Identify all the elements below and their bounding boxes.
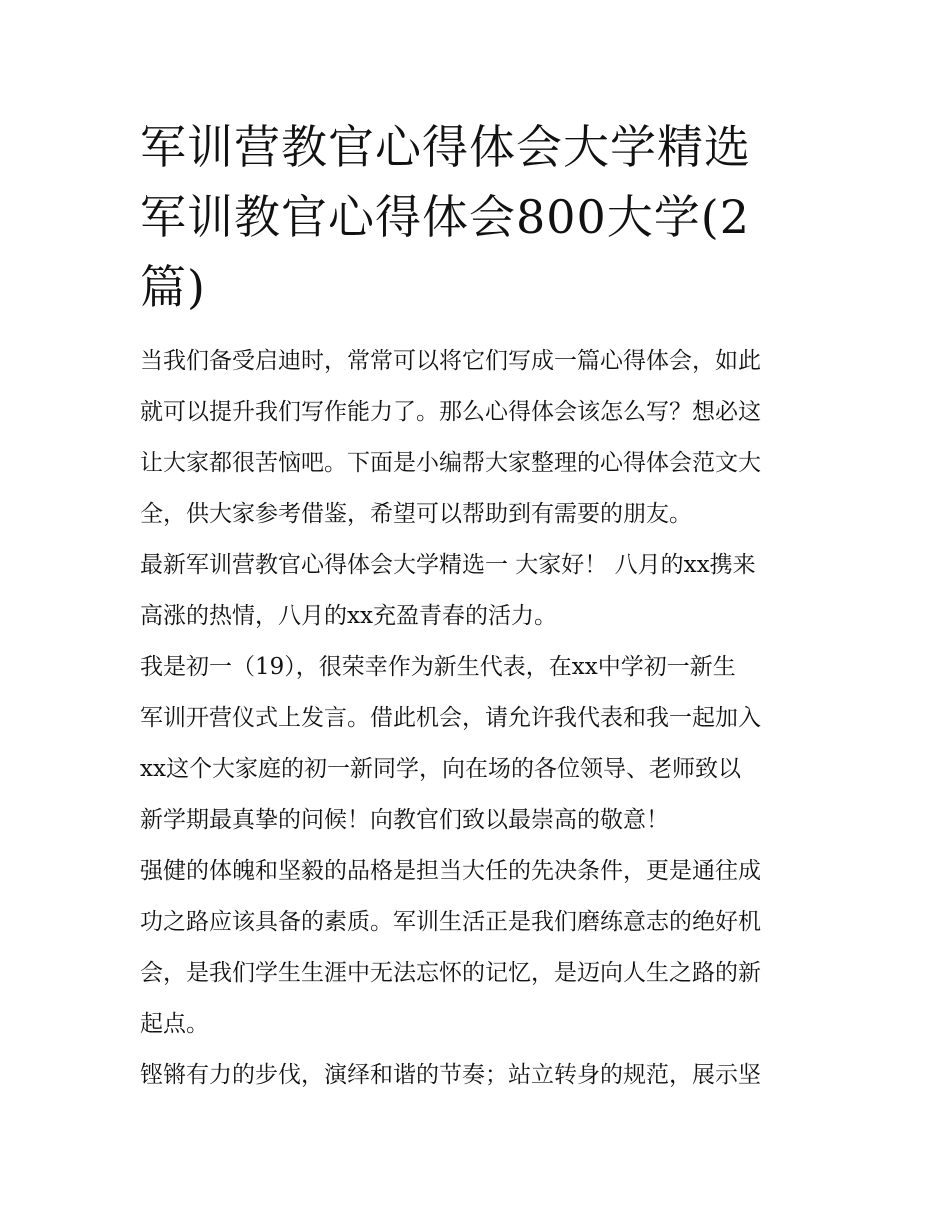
text-line: 会，是我们学生生涯中无法忘怀的记忆，是迈向人生之路的新 [140,960,761,986]
paragraph-physique [140,846,812,1050]
text-line: 军训开营仪式上发言。借此机会，请允许我代表和我一起加入 [140,705,761,731]
text-line: 最新军训营教官心得体会大学精选一 大家好！ 八月的xx携来 [140,552,756,578]
text-line: 强健的体魄和坚毅的品格是担当大任的先决条件，更是通往成 [140,858,761,884]
paragraph-steps [140,1050,812,1101]
document-title [140,112,812,322]
paragraph-greeting [140,540,812,642]
text-line: 起点。 [140,1011,209,1037]
title-line: 军训教官心得体会800大学(2 [140,190,751,244]
text-line: 就可以提升我们写作能力了。那么心得体会该怎么写？想必这 [140,399,761,425]
paragraph-introduction-speaker [140,642,812,846]
text-line: 新学期最真挚的问候！向教官们致以最崇高的敬意！ [140,807,669,833]
text-line: 高涨的热情，八月的xx充盈青春的活力。 [140,603,557,629]
text-line: 当我们备受启迪时，常常可以将它们写成一篇心得体会，如此 [140,348,761,374]
text-line: 功之路应该具备的素质。军训生活正是我们磨练意志的绝好机 [140,909,761,935]
text-line: xx这个大家庭的初一新同学，向在场的各位领导、老师致以 [140,756,741,782]
text-line: 让大家都很苦恼吧。下面是小编帮大家整理的心得体会范文大 [140,450,761,476]
title-line: 军训营教官心得体会大学精选 [140,120,751,174]
paragraph-intro [140,336,812,540]
document-content [140,112,812,1101]
text-line: 我是初一（19），很荣幸作为新生代表，在xx中学初一新生 [140,654,736,680]
document-body [140,336,812,1101]
title-line: 篇) [140,260,206,314]
text-line: 铿锵有力的步伐，演绎和谐的节奏；站立转身的规范，展示坚 [140,1062,761,1088]
text-line: 全，供大家参考借鉴，希望可以帮助到有需要的朋友。 [140,501,692,527]
